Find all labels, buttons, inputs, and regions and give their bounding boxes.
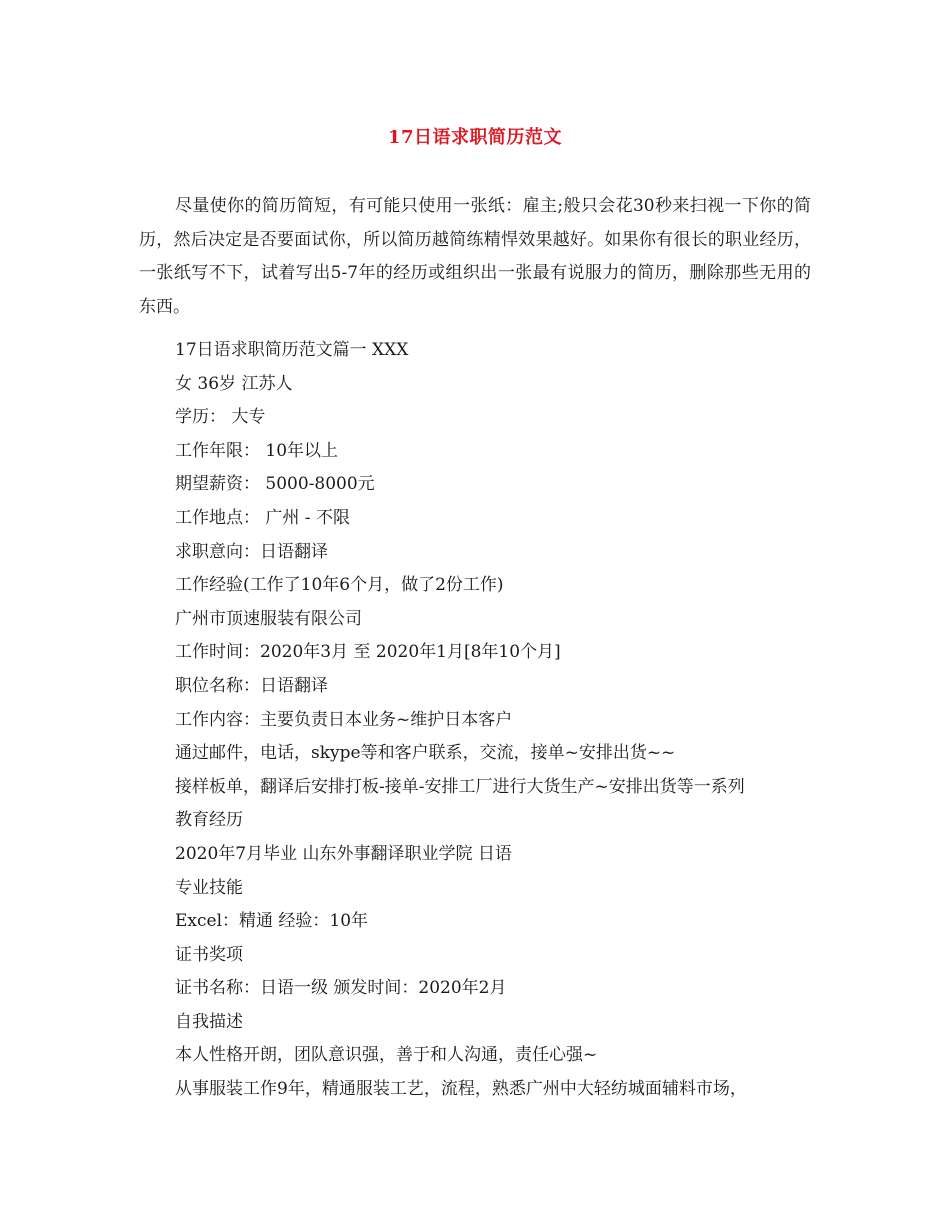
self-description-heading-line: 自我描述 <box>175 1011 243 1032</box>
job-content-detail-line: 通过邮件，电话，skype等和客户联系，交流，接单~安排出货~~ <box>175 743 676 764</box>
education-level-line: 学历： 大专 <box>175 407 266 428</box>
job-content-line: 工作内容：主要负责日本业务~维护日本客户 <box>175 709 513 730</box>
work-years-line: 工作年限： 10年以上 <box>175 440 339 461</box>
expected-salary-line: 期望薪资： 5000-8000元 <box>175 474 375 495</box>
intro-paragraph: 尽量使你的简历简短，有可能只使用一张纸：雇主;般只会花30秒来扫视一下你的简历，然后决定是否要面试你，所以简历越简练精悍效果越好。如果你有很长的职业经历，一张纸写不下，试着写出5-7年的经历或组织出一张最有说服力的简历，删除那些无用的东西。 <box>139 196 811 317</box>
position-name-line: 职位名称：日语翻译 <box>175 675 328 696</box>
personal-info-line: 女 36岁 江苏人 <box>175 373 293 394</box>
education-heading-line: 教育经历 <box>175 810 243 831</box>
section-heading-line: 17日语求职简历范文篇一 XXX <box>175 340 409 360</box>
work-experience-summary-line: 工作经验(工作了10年6个月，做了2份工作) <box>175 575 504 596</box>
work-period-line: 工作时间：2020年3月 至 2020年1月[8年10个月] <box>175 642 561 663</box>
resume-lines <box>175 334 835 1107</box>
self-description-line: 从事服装工作9年，精通服装工艺，流程，熟悉广州中大轻纺城面辅料市场， <box>175 1079 747 1100</box>
company-name-line: 广州市顶速服装有限公司 <box>175 608 362 629</box>
certificates-heading-line: 证书奖项 <box>175 944 243 965</box>
education-detail-line: 2020年7月毕业 山东外事翻译职业学院 日语 <box>175 843 512 864</box>
self-description-line: 本人性格开朗，团队意识强，善于和人沟通，责任心强~ <box>175 1045 598 1066</box>
document-title: 17日语求职简历范文 <box>387 127 563 148</box>
skills-detail-line: Excel：精通 经验：10年 <box>175 911 369 932</box>
work-location-line: 工作地点： 广州 - 不限 <box>175 507 350 528</box>
skills-heading-line: 专业技能 <box>175 877 243 898</box>
job-content-detail-line: 接样板单，翻译后安排打板-接单-安排工厂进行大货生产~安排出货等一系列 <box>175 776 745 797</box>
job-intention-line: 求职意向：日语翻译 <box>175 541 328 562</box>
certificates-detail-line: 证书名称：日语一级 颁发时间：2020年2月 <box>175 978 507 999</box>
